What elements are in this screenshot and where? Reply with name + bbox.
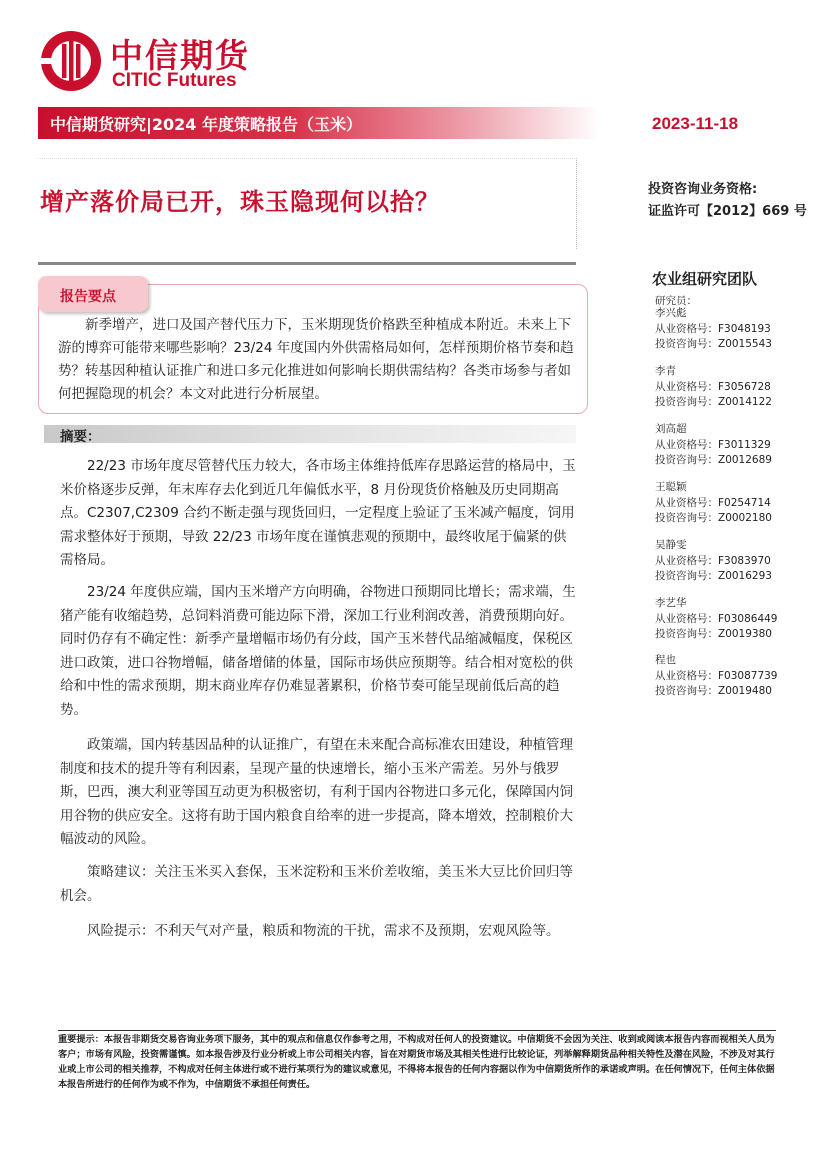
qualification-license: 证监许可【2012】669 号 (648, 204, 807, 219)
summary-paragraph: 策略建议：关注玉米买入套保，玉米淀粉和玉米价差收缩，美玉米大豆比价回归等机会。 (60, 864, 573, 904)
member-license: 从业资格号：F03086449 (655, 612, 778, 625)
header-banner-text: 中信期货研究|2024 年度策略报告（玉米） (50, 115, 362, 134)
member-advisory: 投资咨询号：Z0016293 (655, 570, 772, 582)
brand-name-cn: 中信期货 (110, 36, 250, 75)
member-advisory: 投资咨询号：Z0019480 (655, 685, 772, 697)
summary-bar (44, 425, 576, 443)
key-points-text: 新季增产，进口及国产替代压力下，玉米期现货价格跌至种植成本附近。未来上下游的博弈可能带来哪些影响？23/24 年度国内外供需格局如何，怎样预期价格节奏和趋势？转基因种植认证推广和进口多元化推进如何影响长期供需结构？各类市场参与者如何把握隐现的机会？本文对此进行分析展望。 (58, 317, 574, 402)
qualification-label: 投资咨询业务资格: (648, 182, 758, 197)
team-member (655, 480, 815, 527)
member-advisory: 投资咨询号：Z0014122 (655, 396, 772, 408)
team-member (655, 596, 815, 643)
team-member (655, 538, 815, 585)
team-member (655, 653, 815, 700)
member-name: 王聪颖 (655, 481, 687, 493)
member-advisory: 投资咨询号：Z0012689 (655, 454, 772, 466)
member-name: 刘高超 (655, 423, 687, 435)
title-divider (38, 262, 576, 265)
member-license: 从业资格号：F0254714 (655, 496, 771, 509)
member-name: 李青 (655, 365, 676, 377)
member-advisory: 投资咨询号：Z0015543 (655, 338, 772, 350)
member-advisory: 投资咨询号：Z0002180 (655, 512, 772, 524)
member-name: 李艺华 (655, 597, 687, 609)
member-name: 李兴彪 (655, 307, 687, 319)
member-advisory: 投资咨询号：Z0019380 (655, 628, 772, 640)
summary-paragraph: 风险提示：不利天气对产量，粮质和物流的干扰，需求不及预期，宏观风险等。 (87, 923, 560, 939)
summary-paragraph: 政策端，国内转基因品种的认证推广，有望在未来配合高标准农田建设，种植管理制度和技术的提升等有利因素，呈现产量的快速增长，缩小玉米产需差。另外与俄罗斯，巴西，澳大利亚等国互动更为积极密切，有利于国内谷物进口多元化，保障国内饲用谷物的供应安全。这将有助于国内粮食自给率的进一步提高，降本增效，控制粮价大幅波动的风险。 (60, 737, 573, 847)
researcher-label: 研究员： (655, 295, 697, 307)
footer-divider (58, 1030, 776, 1031)
report-date: 2023-11-18 (652, 114, 739, 133)
member-name: 程也 (655, 654, 676, 666)
team-member (655, 422, 815, 469)
summary-label: 摘要： (60, 429, 101, 445)
member-license: 从业资格号：F03087739 (655, 669, 778, 682)
team-member (655, 306, 815, 353)
member-license: 从业资格号：F3056728 (655, 380, 771, 393)
team-member (655, 364, 815, 411)
disclaimer: 重要提示：本报告非期货交易咨询业务项下服务，其中的观点和信息仅作参考之用，不构成对任何人的投资建议。中信期货不会因为关注、收到或阅读本报告内容而视相关人员为客户；市场有风险，投资需谨慎。如本报告涉及行业分析或上市公司相关内容，旨在对期货市场及其相关性进行比较论证，列举解释期货品种相关特性及潜在风险，不涉及对其行业或上市公司的相关推荐，不构成对任何主体进行或不进行某项行为的建议或意见，不得将本报告的任何内容据以作为中信期货所作的承诺或声明。在任何情况下，任何主体依据本报告所进行的任何作为或不作为，中信期货不承担任何责任。 (58, 1034, 775, 1090)
summary-paragraph: 22/23 市场年度尽管替代压力较大，各市场主体维持低库存思路运营的格局中，玉米价格逐步反弹，年末库存去化到近几年偏低水平，8 月份现货价格触及历史同期高点。C2307,C2309 合约不断走强与现货回归，一定程度上验证了玉米减产幅度，饲用需求整体好于预期，导致 22/23 市场年度在谨慎悲观的预期中，最终收尾于偏紧的供需格局。 (60, 458, 576, 568)
summary-paragraph: 23/24 年度供应端，国内玉米增产方向明确，谷物进口预期同比增长；需求端，生猪产能有收缩趋势，总饲料消费可能边际下滑，深加工行业利润改善，消费预期向好。同时仍存有不确定性：新季产量增幅市场仍有分歧，国产玉米替代品缩减幅度，保税区进口政策，进口谷物增幅，储备增储的体量，国际市场供应预期等。结合相对宽松的供给和中性的需求预期，期末商业库存仍难显著累积，价格节奏可能呈现前低后高的趋势。 (60, 584, 576, 718)
member-license: 从业资格号：F3011329 (655, 438, 771, 451)
citic-logo-icon (38, 28, 104, 94)
team-title: 农业组研究团队 (652, 270, 758, 288)
member-license: 从业资格号：F3048193 (655, 322, 771, 335)
member-license: 从业资格号：F3083970 (655, 554, 771, 567)
member-name: 吴静雯 (655, 539, 687, 551)
key-points-label: 报告要点 (60, 289, 116, 305)
page-title: 增产落价局已开，珠玉隐现何以拾？ (40, 188, 440, 216)
brand-name-en: CITIC Futures (112, 70, 237, 91)
